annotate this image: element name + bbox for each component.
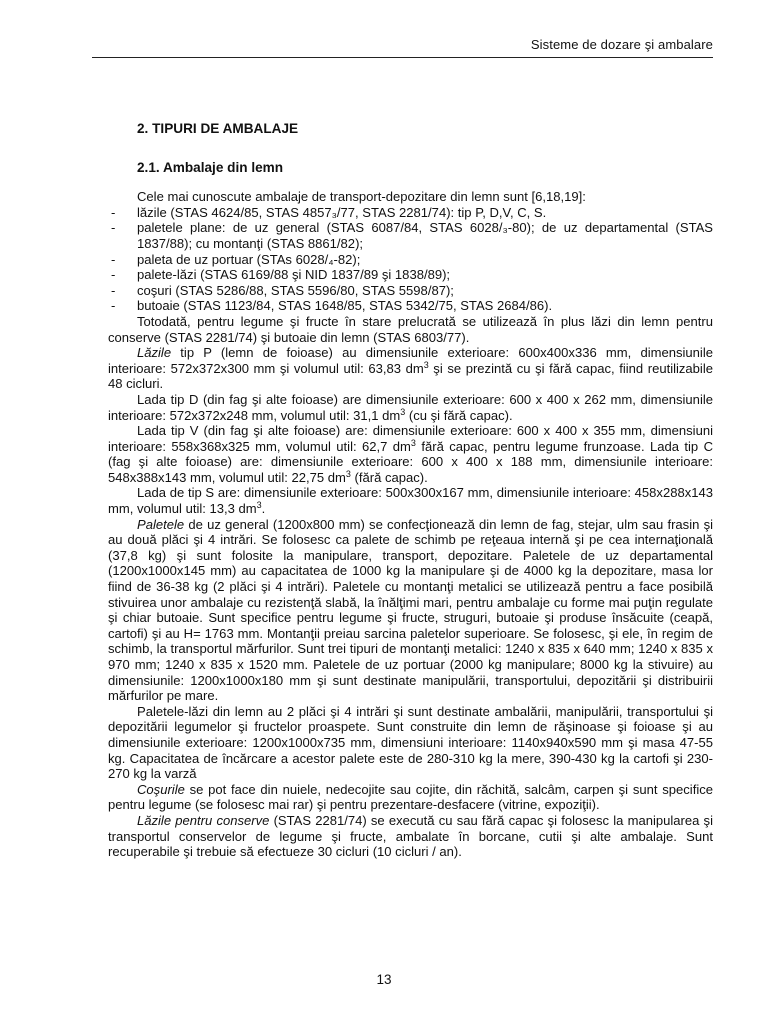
list-item: - paleta de uz portuar (STAs 6028/₄-82); [108, 252, 713, 268]
paragraph-crate-s [108, 485, 713, 516]
list-item: - paletele plane: de uz general (STAS 6087/84, STAS 6028/₃-80); de uz departamental (STAS 1837/88); cu montanţi (STAS 8861/82); [108, 220, 713, 251]
term-preserve-crates: Lăzile pentru conserve [137, 812, 270, 828]
subsection-title: 2.1. Ambalaje din lemn [137, 159, 284, 175]
intro-paragraph: Cele mai cunoscute ambalaje de transport-depozitare din lemn sunt [6,18,19]: [137, 189, 586, 205]
paragraph-text: Lada de tip S are: dimensiunile exterioare: 500x300x167 mm, dimensiunile interioare: 458x288x143 mm, volumul util: 13,3 dm [108, 485, 713, 517]
paragraph-text: (fără capac). [350, 469, 428, 485]
paragraph-pallet-crates: Paletele-lăzi din lemn au 2 plăci şi 4 intrări şi sunt destinate ambalării, manipulării, transportului şi depozitării legumelor şi fructelor proaspete. Sunt construite din lemn de răşinoase şi foioase şi au dimensiunile exterioare: 1200x1000x735 mm, dimensiuni interioare: 1140x940x590 mm şi masa 47-55 kg. Capacitatea de încărcare a acestor palete este de 280-310 kg la mere, 390-430 kg la cartofi şi 230-270 kg la varză [108, 703, 713, 782]
paragraph-text: se pot face din nuiele, nedecojite sau cojite, din răchită, salcâm, carpen şi sunt specifice pentru legume (se folosesc mai rar) şi pentru prezentare-desfacere (vitrine, expoziţii). [108, 781, 713, 813]
running-header: Sisteme de dozare şi ambalare [530, 37, 713, 52]
section-title: 2. TIPURI DE AMBALAJE [137, 121, 299, 136]
list-item: - lăzile (STAS 4624/85, STAS 4857₃/77, STAS 2281/74): tip P, D,V, C, S. [108, 205, 713, 221]
paragraph-crate-p [108, 345, 713, 392]
page-content [108, 121, 713, 860]
paragraph-text: (cu şi fără capac). [405, 407, 513, 423]
packaging-type-list [108, 205, 713, 314]
term-baskets: Coşurile [137, 781, 185, 797]
paragraph-text: (STAS 2281/74) se execută cu sau fără capac şi folosesc la manipularea şi transportul conservelor de legume şi fructe, ambalate în borcane, cutii şi alte ambalaje. Sunt recuperabile şi trebuie să efectueze 30 cicluri (10 cicluri / an). [108, 812, 713, 860]
header-rule [92, 57, 713, 58]
paragraph-text: Lada tip D (din fag şi alte foioase) are dimensiunile exterioare: 600 x 400 x 262 mm, dimensiunile interioare: 572x372x248 mm, volumul util: 31,1 dm [108, 391, 713, 423]
paragraph-text: Lada tip V (din fag şi alte foioase) are: dimensiunile exterioare: 600 x 400 x 355 mm, dimensiuni interioare: 558x368x325 mm, volumul util: 62,7 dm [108, 423, 713, 454]
list-item: - butoaie (STAS 1123/84, STAS 1648/85, STAS 5342/75, STAS 2684/86). [108, 298, 713, 314]
term-pallets: Paletele [137, 516, 185, 532]
paragraph-text: şi se prezintă cu şi fără capac, fiind reutilizabile 48 cicluri. [108, 360, 713, 392]
superscript: 3 [345, 468, 351, 479]
paragraph-crate-v-c [108, 423, 713, 485]
list-item: - palete-lăzi (STAS 6169/88 şi NID 1837/89 şi 1838/89); [108, 267, 713, 283]
superscript: 3 [256, 500, 262, 511]
paragraph-text: de uz general (1200x800 mm) se confecţionează din lemn de fag, stejar, ulm sau frasin şi au două plăci şi 4 intrări. Se folosesc ca palete de schimb pe reţeaua internă şi pe cea internaţională (37,8 kg) şi sunt folosite la manipulare, transport, depozitare. Paletele de uz departamental (1200x1000x145 mm) au capacitatea de 1000 kg la manipulare şi de 4000 kg la depozitare, masa lor fiind de 36-38 kg (2 plăci şi 4 intrări). Paletele cu montanţi metalici se utilizează pentru a face posibilă stivuirea unor ambalaje cu rezistenţă slabă, la înălţimi mari, pentru ambalaje cu forme mai puţin regulate şi chiar butoaie. Sunt specifice pentru legume şi fructe, struguri, butoaie şi produse însăcuite (ceapă, cartofi) şi au H= 1763 mm. Montanţii preiau sarcina paletelor superioare. Se folosesc, şi ele, în regim de schimb, la transportul mărfurilor. Sunt trei tipuri de montanţi metalici: 1240 x 835 x 640 mm; 1240 x 835 x 970 mm; 1240 x 835 x 1520 mm. Paletele de uz portuar (2000 kg manipulare; 8000 kg la stivuire) au dimensiunile: 1200x1000x180 mm şi sunt destinate manipulării, transportului, depozitării şi distribuirii mărfurilor pe mare. [108, 516, 713, 704]
superscript: 3 [400, 406, 406, 417]
page-number: 13 [376, 972, 392, 987]
paragraph-preserve-crates [108, 813, 713, 860]
paragraph-baskets [108, 782, 713, 813]
paragraph-text: . [261, 501, 266, 517]
paragraph-pallets [108, 517, 713, 704]
paragraph-crate-d [108, 392, 713, 423]
list-item: - coşuri (STAS 5286/88, STAS 5596/80, STAS 5598/87); [108, 283, 713, 299]
paragraph-text: fără capac, pentru legume frunzoase. Lada tip C (fag şi alte foioase) are: dimensiunile exterioare: 600 x 400 x 188 mm, dimensiunile interioare: 548x388x143 mm, volumul util: 22,75 dm [108, 438, 713, 485]
superscript: 3 [410, 437, 416, 448]
paragraph-text: tip P (lemn de foioase) au dimensiunile exterioare: 600x400x336 mm, dimensiunile interioare: 572x372x300 mm şi volumul util: 63,83 dm [108, 345, 713, 376]
superscript: 3 [423, 359, 429, 370]
paragraph-preserves: Totodată, pentru legume şi fructe în stare prelucrată se utilizează în plus lăzi din lemn pentru conserve (STAS 2281/74) şi butoaie din lemn (STAS 6803/77). [108, 313, 713, 345]
term-crates: Lăzile [137, 345, 172, 361]
